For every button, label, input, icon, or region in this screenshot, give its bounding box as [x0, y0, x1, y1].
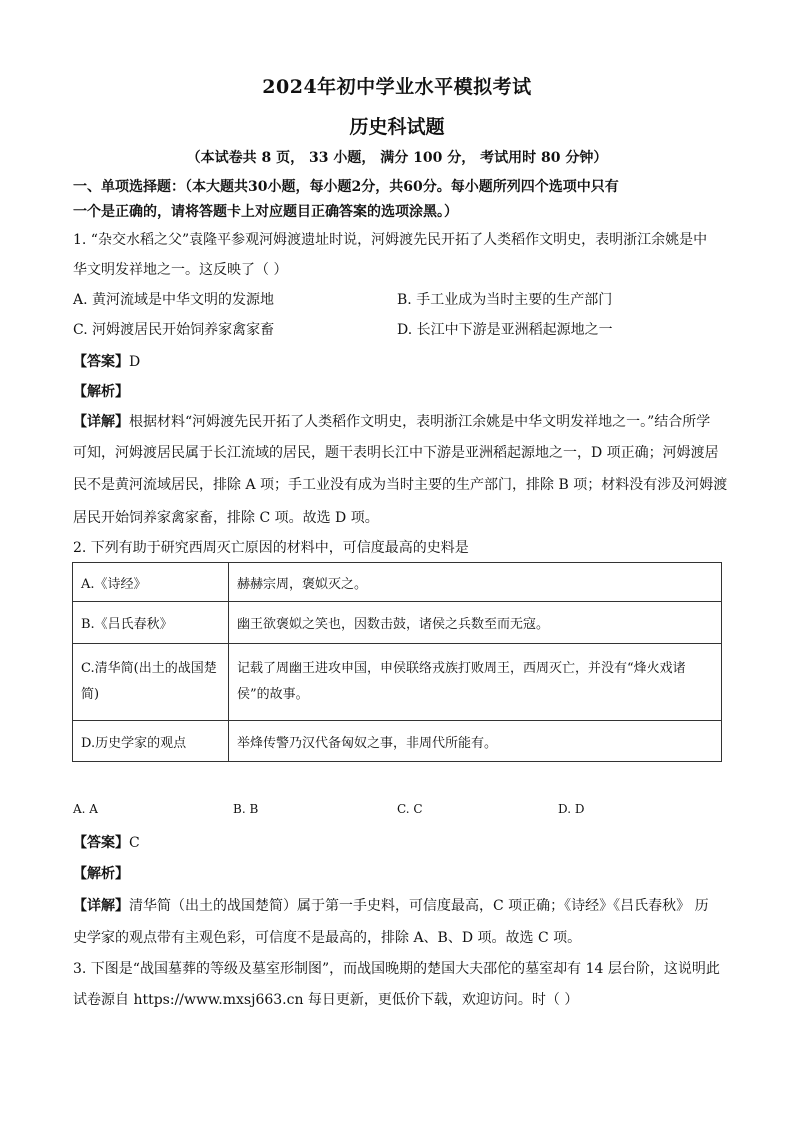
q1-detail-line1	[73, 411, 710, 431]
section-heading-line2: 一个是正确的，请将答题卡上对应题目正确答案的选项涂黑。）	[73, 204, 458, 220]
q2-detail-line2: 史学家的观点带有主观色彩，可信度不是最高的，排除 A、B、D 项。故选 C 项。	[73, 930, 582, 946]
q1-stem-line1: 1. “杂交水稻之父”袁隆平参观河姆渡遗址时说，河姆渡先民开拓了人类稻作文明史，表明浙江余姚是中	[73, 232, 708, 248]
table-cell-content: 幽王欲褒姒之笑也，因数击鼓，诸侯之兵数至而无寇。	[229, 602, 722, 644]
q2-option-b: B. B	[233, 802, 259, 816]
exam-title: 2024年初中学业水平模拟考试	[262, 76, 532, 98]
q2-source-table	[72, 562, 722, 762]
table-cell-content: 赫赫宗周，褒姒灭之。	[229, 563, 722, 602]
table-row	[73, 644, 722, 721]
q1-option-d: D. 长江中下游是亚洲稻起源地之一	[397, 322, 613, 338]
q1-detail-line3: 民不是黄河流域居民，排除 A 项；手工业没有成为当时主要的生产部门，排除 B 项；材料没有涉及河姆渡	[73, 477, 728, 493]
table-cell-content: 举烽传警乃汉代备匈奴之事，非周代所能有。	[229, 721, 722, 762]
q2-analysis-tag: 【解析】	[73, 866, 129, 882]
table-cell-source: A.《诗经》	[73, 563, 229, 602]
q2-answer	[73, 832, 140, 852]
q2-answer-tag: 【答案】	[73, 835, 129, 851]
q1-answer	[73, 351, 140, 371]
table-cell-source: B.《吕氏春秋》	[73, 602, 229, 644]
exam-info: （本试卷共 8 页， 33 小题， 满分 100 分， 考试用时 80 分钟）	[186, 150, 608, 166]
q2-option-d: D. D	[558, 802, 585, 816]
table-row	[73, 721, 722, 762]
exam-subject: 历史科试题	[349, 116, 445, 138]
table-cell-content: 记载了周幽王进攻申国，申侯联络戎族打败周王，西周灭亡，并没有“烽火戏诸侯”的故事。	[229, 644, 722, 721]
q3-stem-line1: 3. 下图是“战国墓葬的等级及墓室形制图”，而战国晚期的楚国大夫邵佗的墓室却有 14 层台阶，这说明此	[73, 961, 720, 977]
q2-answer-value: C	[129, 835, 140, 851]
q1-detail-line2: 可知，河姆渡居民属于长江流域的居民，题干表明长江中下游是亚洲稻起源地之一，D 项正确；河姆渡居	[73, 445, 719, 461]
q1-detail-tag: 【详解】	[73, 414, 129, 430]
q1-detail-text1: 根据材料“河姆渡先民开拓了人类稻作文明史，表明浙江余姚是中华文明发祥地之一。”结合所学	[129, 414, 711, 430]
table-row	[73, 602, 722, 644]
table-cell-source: C.清华简(出土的战国楚简)	[73, 644, 229, 721]
q1-detail-line4: 居民开始饲养家禽家畜，排除 C 项。故选 D 项。	[73, 510, 379, 526]
table-cell-source: D.历史学家的观点	[73, 721, 229, 762]
q3-stem-line2: 试卷源自 https://www.mxsj663.cn 每日更新，更低价下载，欢迎访问。时（ ）	[73, 992, 579, 1008]
q1-option-a: A. 黄河流域是中华文明的发源地	[73, 292, 275, 308]
q1-option-c: C. 河姆渡居民开始饲养家禽家畜	[73, 322, 275, 338]
q1-analysis-tag: 【解析】	[73, 384, 129, 400]
q1-stem-line2: 华文明发祥地之一。这反映了（ ）	[73, 262, 288, 278]
q1-answer-value: D	[129, 354, 141, 370]
q2-option-a: A. A	[73, 802, 98, 816]
q2-stem: 2. 下列有助于研究西周灭亡原因的材料中，可信度最高的史料是	[73, 540, 469, 556]
q2-detail-text1: 清华简（出土的战国楚简）属于第一手史料，可信度最高，C 项正确；《诗经》《吕氏春秋》 历	[129, 898, 709, 914]
table-row	[73, 563, 722, 602]
section-heading-line1: 一、单项选择题：（本大题共30小题，每小题2分，共60分。每小题所列四个选项中只有	[73, 179, 619, 195]
q1-answer-tag: 【答案】	[73, 354, 129, 370]
q2-option-c: C. C	[397, 802, 423, 816]
q2-detail-tag: 【详解】	[73, 898, 129, 914]
q1-option-b: B. 手工业成为当时主要的生产部门	[397, 292, 613, 308]
q2-detail-line1	[73, 895, 709, 915]
